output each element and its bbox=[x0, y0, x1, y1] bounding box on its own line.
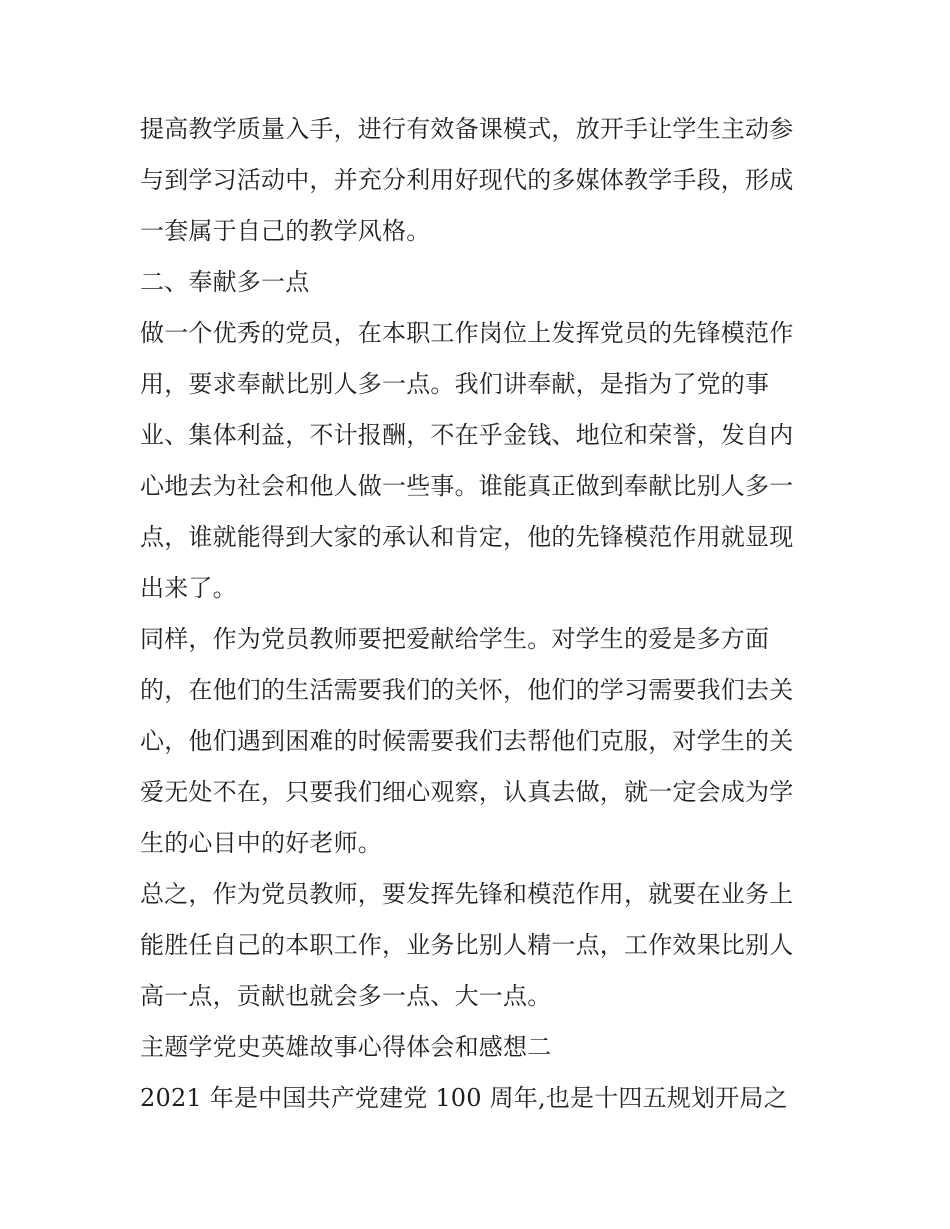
text-line: 用，要求奉献比别人多一点。我们讲奉献，是指为了党的事 bbox=[140, 370, 770, 398]
text-line: 业、集体利益，不计报酬，不在乎金钱、地位和荣誉，发自内 bbox=[140, 421, 794, 449]
section-heading: 主题学党史英雄故事心得体会和感想二 bbox=[140, 1033, 552, 1061]
text-line: 一套属于自己的教学风格。 bbox=[140, 217, 431, 245]
text-line: 做一个优秀的党员，在本职工作岗位上发挥党员的先锋模范作 bbox=[140, 319, 794, 347]
text-line: 出来了。 bbox=[140, 574, 237, 602]
section-heading: 二、奉献多一点 bbox=[140, 268, 310, 296]
text-line: 高一点，贡献也就会多一点、大一点。 bbox=[140, 982, 552, 1010]
text-line: 心地去为社会和他人做一些事。谁能真正做到奉献比别人多一 bbox=[140, 472, 794, 500]
text-line: 2021 年是中国共产党建党 100 周年,也是十四五规划开局之 bbox=[140, 1084, 788, 1112]
text-line: 总之，作为党员教师，要发挥先锋和模范作用，就要在业务上 bbox=[140, 880, 794, 908]
text-line: 同样，作为党员教师要把爱献给学生。对学生的爱是多方面 bbox=[140, 625, 770, 653]
text-line: 点，谁就能得到大家的承认和肯定，他的先锋模范作用就显现 bbox=[140, 523, 794, 551]
text-line: 提高教学质量入手，进行有效备课模式，放开手让学生主动参 bbox=[140, 115, 794, 143]
text-line: 与到学习活动中，并充分利用好现代的多媒体教学手段，形成 bbox=[140, 166, 794, 194]
text-line: 心，他们遇到困难的时候需要我们去帮他们克服，对学生的关 bbox=[140, 727, 794, 755]
text-line: 的，在他们的生活需要我们的关怀，他们的学习需要我们去关 bbox=[140, 676, 794, 704]
text-line: 爱无处不在，只要我们细心观察，认真去做，就一定会成为学 bbox=[140, 778, 794, 806]
text-line: 能胜任自己的本职工作，业务比别人精一点，工作效果比别人 bbox=[140, 931, 794, 959]
text-line: 生的心目中的好老师。 bbox=[140, 829, 382, 857]
